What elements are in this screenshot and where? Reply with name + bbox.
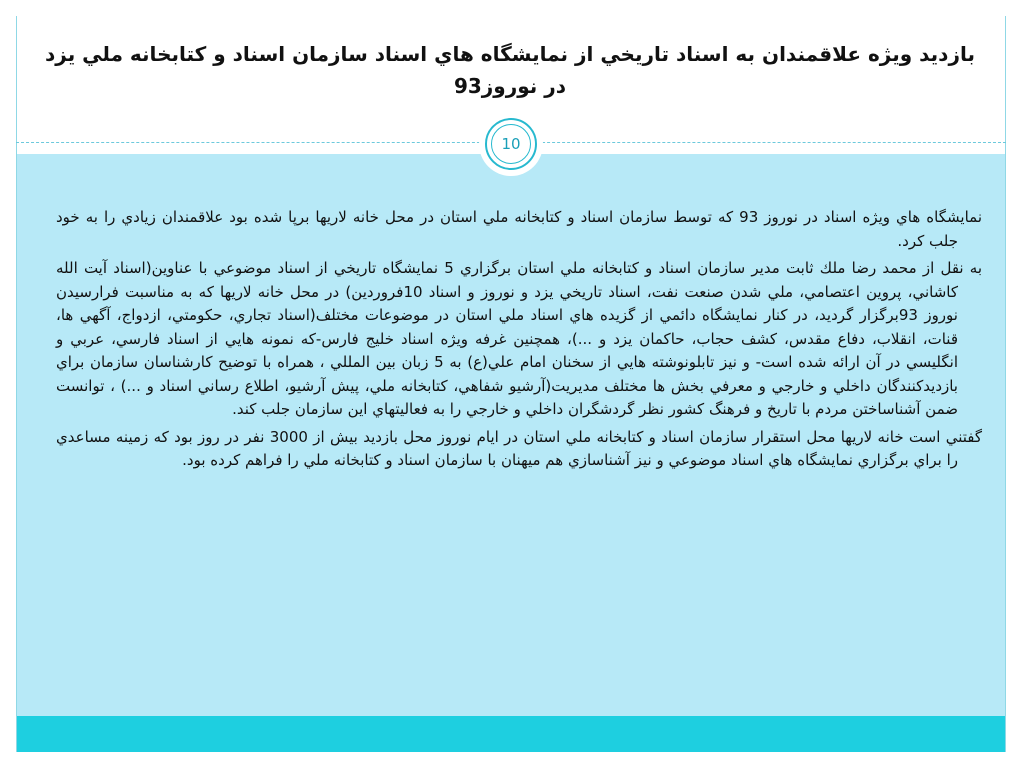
slide-title: بازديد ويژه علاقمندان به اسناد تاريخي از نمايشگاه هاي اسناد سازمان اسناد و کتابخانه ملي يزد در نوروز93 bbox=[45, 42, 975, 98]
body-text bbox=[56, 206, 982, 477]
page-number: 10 bbox=[501, 135, 521, 153]
paragraph-1: نمايشگاه هاي ويژه اسناد در نوروز 93 كه توسط سازمان اسناد و كتابخانه ملي استان در محل خانه لاريها برپا شده بود علاقمندان زيادي را به خود جلب كرد. bbox=[56, 208, 982, 250]
badge-inner-ring bbox=[491, 124, 531, 164]
paragraph-2: به نقل از محمد رضا ملك ثابت مدير سازمان اسناد و كتابخانه ملي استان برگزاري 5 نمايشگاه تاريخي از اسناد موضوعي با عناوين(اسناد آيت الله كاشاني، پروين اعتصامي، ملي شدن صنعت نفت، اسناد تاريخي يزد و نوروز و اسناد 10فروردين) در محل خانه لاريها كه به مناسبت فرارسيدن نوروز 93برگزار گرديد، در كنار نمايشگاه دائمي از گزيده هاي اسناد ملي استان در موضوعات مختلف(اسناد تجاري، حكومتي، ازدواج، آگهي ها، قنات، انقلاب، دفاع مقدس، كشف حجاب، حاكمان يزد و ...)، همچنين غرفه ويژه اسناد خليج فارس-كه نمونه هايي از اسناد فارسي، عربي و انگليسي در آن ارائه شده است- و نيز تابلونوشته هايي از سخنان امام علي(ع) به 5 زبان بين المللي ، همراه با توضيح كارشناسان سازمان براي بازديدكنندگان داخلي و خارجي و معرفي بخش ها مختلف مديريت(آرشيو شفاهي، كتابخانه ملي، پيش آرشيو، اطلاع رساني اسناد و ...) ، توانست ضمن آشناساختن مردم با تاريخ و فرهنگ كشور نظر گردشگران داخلي و خارجي را به فعاليتهاي اين سازمان جلب كند. bbox=[56, 259, 982, 418]
page-number-badge bbox=[479, 112, 543, 176]
footer-band bbox=[17, 716, 1005, 752]
paragraph-3: گفتني است خانه لاريها محل استقرار سازمان اسناد و كتابخانه ملي استان در ايام نوروز محل بازديد بيش از 3000 نفر در روز بود كه زمينه مساعدي را براي برگزاري نمايشگاه هاي اسناد موضوعي و نيز آشناسازي هم ميهنان با سازمان اسناد و كتابخانه ملي را فراهم كرده بود. bbox=[56, 427, 983, 469]
badge-ring bbox=[485, 118, 537, 170]
